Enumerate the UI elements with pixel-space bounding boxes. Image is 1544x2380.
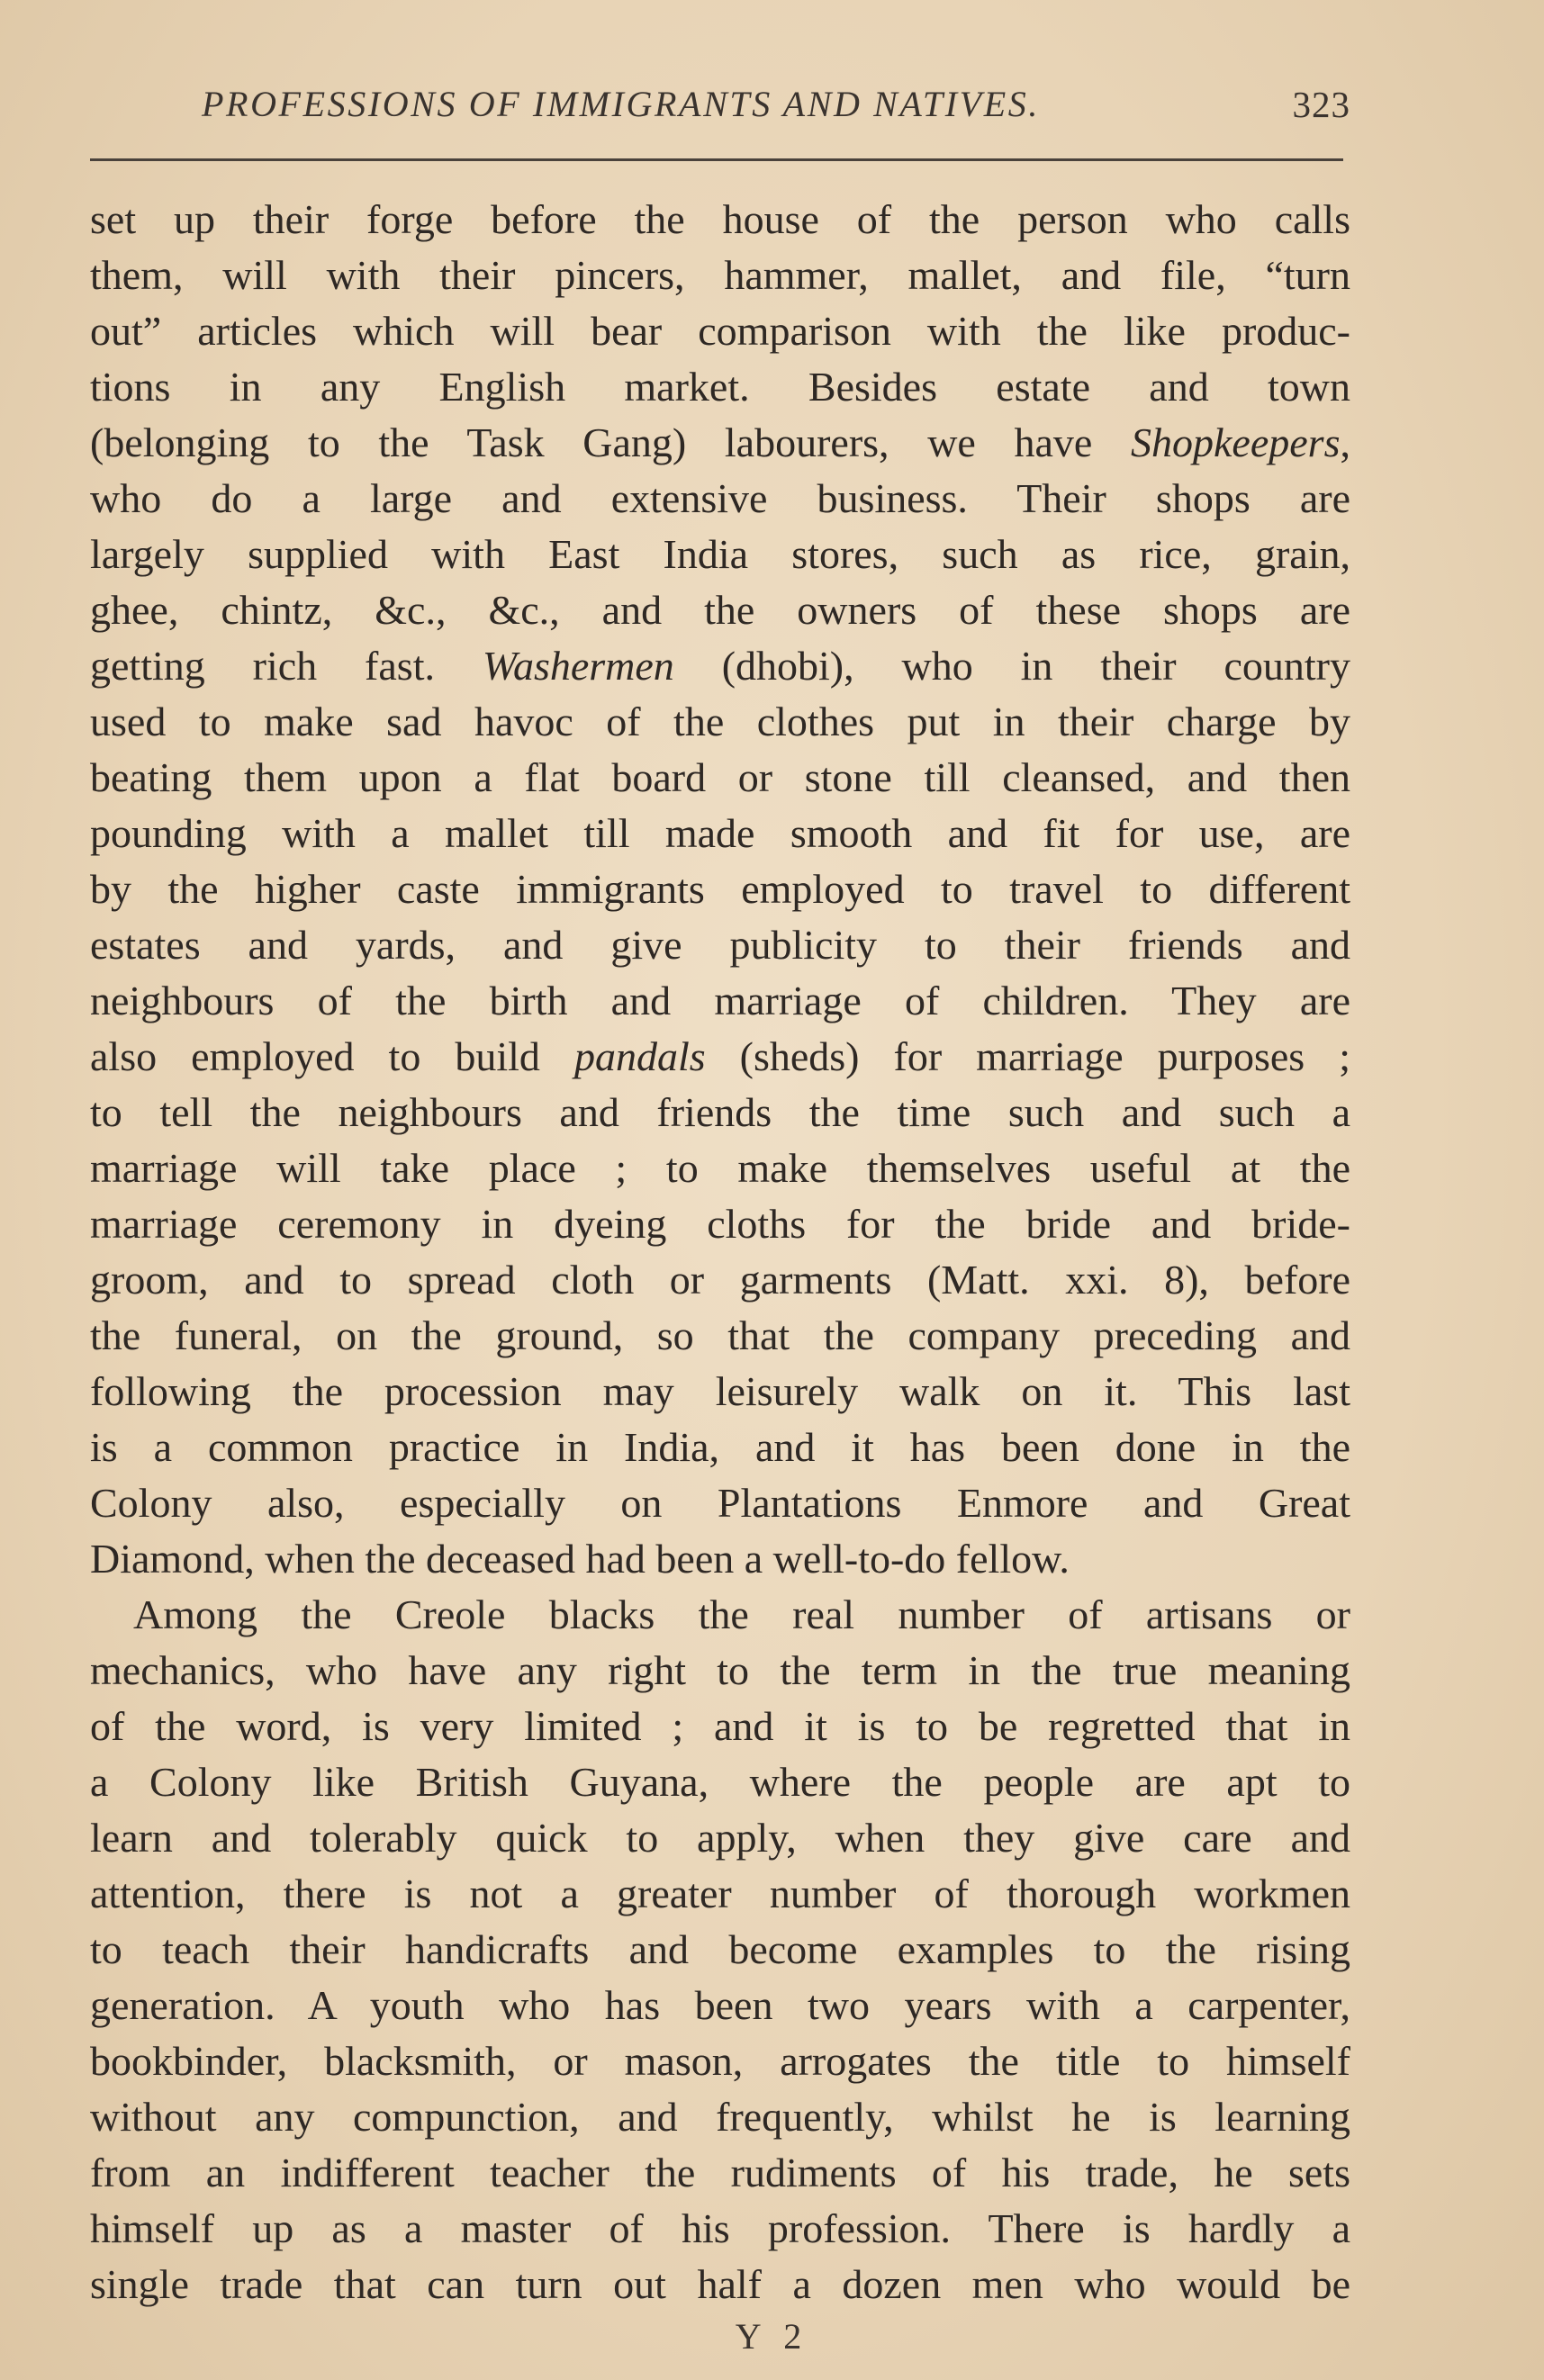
text-line: pounding with a mallet till made smooth and fit for use, are [90,810,1350,856]
text-line: of the word, is very limited ; and it is to be regretted that in [90,1703,1350,1749]
text-line: set up their forge before the house of the person who calls [90,196,1350,242]
text-line: single trade that can turn out half a dozen men who would be [90,2261,1350,2307]
text-line: is a common practice in India, and it has been done in the [90,1424,1350,1470]
text-line: marriage ceremony in dyeing cloths for the bride and bride- [90,1201,1350,1247]
running-head [90,83,1350,137]
text-line: attention, there is not a greater number of thorough workmen [90,1871,1350,1916]
text-line: learn and tolerably quick to apply, when they give care and [90,1815,1350,1861]
header-rule [90,158,1343,161]
body-text [90,192,1350,2312]
text-line: to teach their handicrafts and become examples to the rising [90,1926,1350,1972]
text-line: them, will with their pincers, hammer, mallet, and file, “turn [90,252,1350,298]
paragraph-start-line: Among the Creole blacks the real number of artisans or [133,1591,1350,1637]
text-line: bookbinder, blacksmith, or mason, arrogates the title to himself [90,2038,1350,2084]
text-line: marriage will take place ; to make themselves useful at the [90,1145,1350,1191]
text-line: also employed to build pandals (sheds) for marriage purposes ; [90,1033,1350,1079]
text-line: largely supplied with East India stores, such as rice, grain, [90,531,1350,577]
text-line: neighbours of the birth and marriage of children. They are [90,978,1350,1023]
text-line: Colony also, especially on Plantations Enmore and Great [90,1480,1350,1526]
signature-mark: Y 2 [735,2316,809,2357]
paragraph-end-line: Diamond, when the deceased had been a well-to-do fellow. [90,1536,1070,1582]
text-line: groom, and to spread cloth or garments (Matt. xxi. 8), before [90,1257,1350,1303]
text-line: tions in any English market. Besides estate and town [90,364,1350,410]
text-line: out” articles which will bear comparison with the like produc- [90,308,1350,354]
text-line: estates and yards, and give publicity to their friends and [90,922,1350,968]
text-line: from an indifferent teacher the rudiments of his trade, he sets [90,2150,1350,2195]
text-line: mechanics, who have any right to the term in the true meaning [90,1647,1350,1693]
text-line: by the higher caste immigrants employed to travel to different [90,866,1350,912]
text-line: a Colony like British Guyana, where the people are apt to [90,1759,1350,1805]
text-line: the funeral, on the ground, so that the company preceding and [90,1312,1350,1358]
text-line: getting rich fast. Washermen (dhobi), who in their country [90,643,1350,689]
running-title: PROFESSIONS OF IMMIGRANTS AND NATIVES. [202,84,1040,124]
text-line: to tell the neighbours and friends the time such and such a [90,1089,1350,1135]
text-line: beating them upon a flat board or stone till cleansed, and then [90,754,1350,800]
text-line: ghee, chintz, &c., &c., and the owners of these shops are [90,587,1350,633]
text-line: without any compunction, and frequently, whilst he is learning [90,2094,1350,2140]
text-line: (belonging to the Task Gang) labourers, we have Shopkeepers, [90,419,1350,465]
text-line: himself up as a master of his profession. There is hardly a [90,2205,1350,2251]
text-line: used to make sad havoc of the clothes put in their charge by [90,699,1350,744]
text-line: following the procession may leisurely walk on it. This last [90,1368,1350,1414]
page-number: 323 [1292,84,1350,125]
text-line: who do a large and extensive business. Their shops are [90,475,1350,521]
text-line: generation. A youth who has been two years with a carpenter, [90,1982,1350,2028]
